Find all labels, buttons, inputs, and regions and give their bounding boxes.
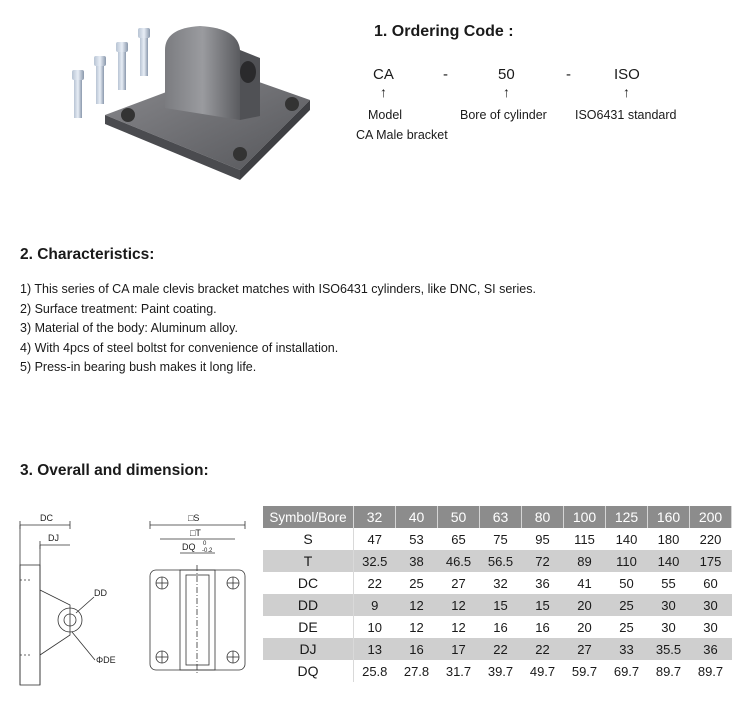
value-cell: 13 [354, 638, 396, 660]
value-cell: 60 [703, 575, 718, 591]
value-cell: 220 [699, 531, 722, 547]
value-cell: 36 [690, 638, 732, 660]
header-cell: 80 [522, 506, 564, 528]
characteristics-title: 2. Characteristics: [20, 246, 155, 263]
value-cell: 59.7 [571, 663, 598, 679]
table-row [263, 638, 732, 660]
characteristics-list [20, 282, 536, 380]
value-cell: 27.8 [403, 663, 430, 679]
label-t: □T [190, 528, 201, 538]
symbol-cell: DC [263, 572, 354, 594]
table-row [263, 550, 732, 572]
value-cell: 32 [493, 575, 508, 591]
value-cell: 17 [438, 638, 480, 660]
value-cell: 49.7 [529, 663, 556, 679]
code-bore: 50 [498, 66, 515, 83]
value-cell: 12 [438, 594, 480, 616]
value-cell: 30 [661, 619, 676, 635]
value-cell: 35.5 [648, 638, 690, 660]
value-cell: 22 [522, 638, 564, 660]
code-separator: - [566, 66, 571, 83]
value-cell: 25 [619, 619, 634, 635]
value-cell: 46.5 [438, 550, 480, 572]
header-cell: 125 [606, 506, 648, 528]
technical-drawing [10, 505, 260, 700]
table-row [263, 616, 732, 638]
arrow-up-icon: ↑ [380, 84, 387, 100]
bore-label: Bore of cylinder [460, 108, 547, 122]
value-cell: 27 [451, 575, 466, 591]
label-dd: DD [94, 588, 107, 598]
value-cell: 39.7 [487, 663, 514, 679]
value-cell: 89.7 [655, 663, 682, 679]
label-de: ΦDE [96, 655, 116, 665]
value-cell: 38 [396, 550, 438, 572]
table-row [263, 660, 732, 682]
dimension-table [263, 506, 732, 682]
list-item: 5) Press-in bearing bush makes it long life. [20, 360, 257, 374]
header-cell: 50 [438, 506, 480, 528]
code-model: CA [373, 66, 394, 83]
label-dc: DC [40, 513, 53, 523]
value-cell: 32.5 [354, 550, 396, 572]
symbol-cell: DQ [263, 660, 354, 682]
dimension-title: 3. Overall and dimension: [20, 462, 209, 479]
table-row [263, 572, 732, 594]
value-cell: 31.7 [445, 663, 472, 679]
code-standard: ISO [614, 66, 640, 83]
value-cell: 16 [493, 619, 508, 635]
value-cell: 140 [648, 550, 690, 572]
value-cell: 10 [367, 619, 382, 635]
arrow-up-icon: ↑ [623, 84, 630, 100]
value-cell: 22 [480, 638, 522, 660]
value-cell: 25.8 [362, 663, 388, 679]
value-cell: 180 [657, 531, 680, 547]
code-separator: - [443, 66, 448, 83]
value-cell: 12 [451, 619, 466, 635]
symbol-cell: S [263, 528, 354, 550]
value-cell: 53 [409, 531, 424, 547]
table-row [263, 594, 732, 616]
label-s: □S [188, 513, 200, 523]
header-cell: 100 [564, 506, 606, 528]
value-cell: 30 [648, 594, 690, 616]
model-label: Model [368, 108, 403, 122]
value-cell: 12 [409, 619, 424, 635]
header-cell: Symbol/Bore [263, 506, 354, 528]
label-dj: DJ [48, 533, 59, 543]
value-cell: 33 [606, 638, 648, 660]
value-cell: 89 [564, 550, 606, 572]
list-item: 2) Surface treatment: Paint coating. [20, 301, 217, 316]
label-dq-tol-top: 0 [203, 541, 207, 547]
value-cell: 15 [522, 594, 564, 616]
value-cell: 65 [451, 531, 466, 547]
value-cell: 75 [493, 531, 508, 547]
list-item: 1) This series of CA male clevis bracket matches with ISO6431 cylinders, like DNC, SI series. [20, 282, 536, 296]
header-cell: 32 [354, 506, 396, 528]
value-cell: 89.7 [697, 663, 724, 679]
iso-label: ISO6431 standard [575, 108, 677, 122]
value-cell: 56.5 [480, 550, 522, 572]
value-cell: 50 [619, 575, 634, 591]
list-item: 3) Material of the body: Aluminum alloy. [20, 321, 238, 335]
value-cell: 12 [396, 594, 438, 616]
value-cell: 20 [577, 619, 592, 635]
value-cell: 27 [564, 638, 606, 660]
value-cell: 9 [354, 594, 396, 616]
symbol-cell: DD [263, 594, 354, 616]
value-cell: 140 [615, 531, 638, 547]
value-cell: 36 [535, 575, 550, 591]
list-item: 4) With 4pcs of steel boltst for convenience of installation. [20, 340, 339, 355]
value-cell: 25 [606, 594, 648, 616]
label-dq: DQ [182, 542, 196, 552]
value-cell: 55 [661, 575, 676, 591]
value-cell: 25 [409, 575, 424, 591]
symbol-cell: DJ [263, 638, 354, 660]
model-description: CA Male bracket [356, 128, 448, 142]
value-cell: 30 [690, 594, 732, 616]
value-cell: 115 [574, 531, 595, 547]
table-header-row [263, 506, 732, 528]
ordering-code-title: 1. Ordering Code : [374, 23, 514, 40]
header-cell: 160 [648, 506, 690, 528]
value-cell: 72 [522, 550, 564, 572]
symbol-cell: T [263, 550, 354, 572]
arrow-up-icon: ↑ [503, 84, 510, 100]
value-cell: 41 [577, 575, 592, 591]
value-cell: 16 [535, 619, 550, 635]
header-cell: 63 [480, 506, 522, 528]
value-cell: 47 [367, 531, 382, 547]
table-row [263, 528, 732, 550]
value-cell: 95 [535, 531, 550, 547]
value-cell: 20 [564, 594, 606, 616]
label-dq-tol-bottom: -0.2 [202, 548, 213, 554]
value-cell: 22 [367, 575, 382, 591]
value-cell: 15 [480, 594, 522, 616]
value-cell: 175 [690, 550, 732, 572]
product-image [60, 20, 330, 210]
value-cell: 16 [396, 638, 438, 660]
value-cell: 110 [606, 550, 648, 572]
header-cell: 200 [690, 506, 732, 528]
value-cell: 30 [703, 619, 718, 635]
header-cell: 40 [396, 506, 438, 528]
value-cell: 69.7 [613, 663, 640, 679]
symbol-cell: DE [263, 616, 354, 638]
